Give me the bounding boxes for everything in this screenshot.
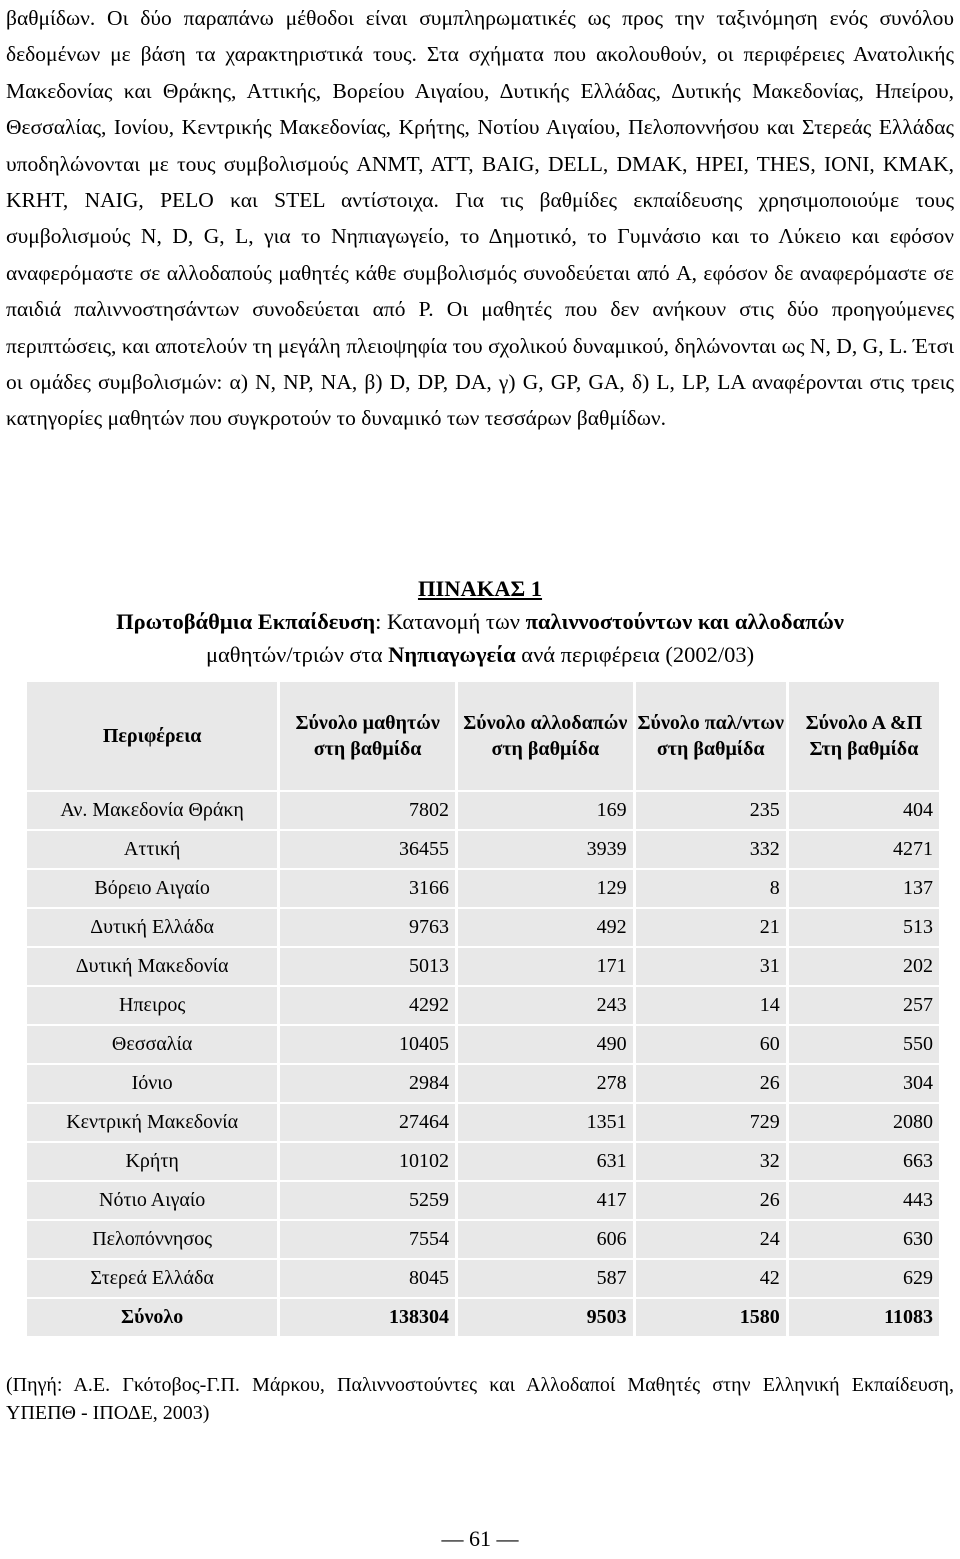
- value-cell: 404: [789, 792, 939, 829]
- body-paragraph: βαθμίδων. Οι δύο παραπάνω μέθοδοι είναι συμπληρωματικές ως προς την ταξινόμηση ενός συνόλου δεδομένων με βάση τα χαρακτηριστικά τους. Στα σχήματα που ακολουθούν, οι περιφέρειες Ανατολικής Μακεδονίας και Θράκης, Αττικής, Βορείου Αιγαίου, Δυτικής Ελλάδας, Δυτικής Μακεδονίας, Ηπείρου, Θεσσαλίας, Ιονίου, Κεντρικής Μακεδονίας, Κρήτης, Νοτίου Αιγαίου, Πελοποννήσου και Στερεάς Ελλάδας υποδηλώνονται με τους συμβολισμούς ANMT, ATT, BAIG, DELL, DMAK, HPEI, THES, IONI, KMAK, KRHT, NAIG, PELO και STEL αντίστοιχα. Για τις βαθμίδες εκπαίδευσης χρησιμοποιούμε τους συμβολισμούς N, D, G, L, για το Νηπιαγωγείο, το Δημοτικό, το Γυμνάσιο και το Λύκειο και εφόσον αναφερόμαστε σε αλλοδαπούς μαθητές κάθε συμβολισμός συνοδεύεται από A, εφόσον δε αναφερόμαστε σε παιδιά παλιννοστησάντων συνοδεύεται από P. Οι μαθητές που δεν ανήκουν στις δύο προηγούμενες περιπτώσεις, και αποτελούν τη μεγάλη πλειοψηφία του σχολικού δυναμικού, δηλώνονται ως N, D, G, L. Έτσι οι ομάδες συμβολισμών: α) N, NP, NA, β) D, DP, DA, γ) G, GP, GA, δ) L, LP, LA αναφέρονται στις τρεις κατηγορίες μαθητών που συγκροτούν το δυναμικό των τεσσάρων βαθμίδων.: [6, 6, 954, 431]
- table-header-row: [27, 682, 939, 790]
- value-cell: 27464: [280, 1104, 455, 1141]
- value-cell: 278: [458, 1065, 633, 1102]
- table-caption-line-2: [0, 639, 960, 671]
- region-cell: Αν. Μακεδονία Θράκη: [27, 792, 277, 829]
- region-cell: Σύνολο: [27, 1299, 277, 1336]
- value-cell: 513: [789, 909, 939, 946]
- table-row: [27, 1182, 939, 1219]
- header-total-repatriated: Σύνολο παλ/ντων στη βαθμίδα: [636, 682, 786, 790]
- value-cell: 7802: [280, 792, 455, 829]
- value-cell: 417: [458, 1182, 633, 1219]
- region-cell: Αττική: [27, 831, 277, 868]
- value-cell: 171: [458, 948, 633, 985]
- table-title: ΠΙΝΑΚΑΣ 1: [417, 576, 543, 601]
- value-cell: 490: [458, 1026, 633, 1063]
- table-row: [27, 870, 939, 907]
- table-row: [27, 909, 939, 946]
- value-cell: 8045: [280, 1260, 455, 1297]
- value-cell: 42: [636, 1260, 786, 1297]
- value-cell: 9503: [458, 1299, 633, 1336]
- value-cell: 32: [636, 1143, 786, 1180]
- header-total-fr: Σύνολο Α &Π Στη βαθμίδα: [789, 682, 939, 790]
- value-cell: 3939: [458, 831, 633, 868]
- source-note: (Πηγή: Α.Ε. Γκότοβος-Γ.Π. Μάρκου, Παλιννοστούντες και Αλλοδαποί Μαθητές στην Ελληνική Εκπαίδευση, ΥΠΕΠΘ - ΙΠΟΔΕ, 2003): [6, 1374, 954, 1424]
- value-cell: 550: [789, 1026, 939, 1063]
- value-cell: 1580: [636, 1299, 786, 1336]
- page-number: — 61 —: [441, 1526, 519, 1551]
- value-cell: 304: [789, 1065, 939, 1102]
- value-cell: 631: [458, 1143, 633, 1180]
- value-cell: 1351: [458, 1104, 633, 1141]
- value-cell: 26: [636, 1065, 786, 1102]
- region-cell: Ηπειρος: [27, 987, 277, 1024]
- region-cell: Δυτική Ελλάδα: [27, 909, 277, 946]
- value-cell: 14: [636, 987, 786, 1024]
- header-total-foreign: Σύνολο αλλοδαπών στη βαθμίδα: [458, 682, 633, 790]
- region-cell: Πελοπόννησος: [27, 1221, 277, 1258]
- table-total-row: [27, 1299, 939, 1336]
- value-cell: 202: [789, 948, 939, 985]
- table-row: [27, 1065, 939, 1102]
- table-caption-line-1: [0, 606, 960, 638]
- value-cell: 60: [636, 1026, 786, 1063]
- value-cell: 5259: [280, 1182, 455, 1219]
- region-cell: Κρήτη: [27, 1143, 277, 1180]
- table-row: [27, 831, 939, 868]
- value-cell: 129: [458, 870, 633, 907]
- table-row: [27, 948, 939, 985]
- value-cell: 2984: [280, 1065, 455, 1102]
- caption-students: μαθητών/τριών στα: [205, 642, 389, 667]
- header-total-students: Σύνολο μαθητών στη βαθμίδα: [280, 682, 455, 790]
- value-cell: 4292: [280, 987, 455, 1024]
- value-cell: 10102: [280, 1143, 455, 1180]
- table-row: [27, 1221, 939, 1258]
- value-cell: 2080: [789, 1104, 939, 1141]
- value-cell: 21: [636, 909, 786, 946]
- value-cell: 243: [458, 987, 633, 1024]
- value-cell: 8: [636, 870, 786, 907]
- value-cell: 11083: [789, 1299, 939, 1336]
- caption-level: Πρωτοβάθμια Εκπαίδευση: [116, 609, 376, 634]
- caption-period: ανά περιφέρεια (2002/03): [515, 642, 755, 667]
- value-cell: 443: [789, 1182, 939, 1219]
- value-cell: 630: [789, 1221, 939, 1258]
- table-row: [27, 1143, 939, 1180]
- value-cell: 31: [636, 948, 786, 985]
- region-cell: Κεντρική Μακεδονία: [27, 1104, 277, 1141]
- caption-groups: παλιννοστούντων και αλλοδαπών: [525, 609, 844, 634]
- value-cell: 492: [458, 909, 633, 946]
- region-cell: Θεσσαλία: [27, 1026, 277, 1063]
- table-row: [27, 987, 939, 1024]
- value-cell: 729: [636, 1104, 786, 1141]
- data-table: [24, 680, 942, 1338]
- value-cell: 26: [636, 1182, 786, 1219]
- value-cell: 138304: [280, 1299, 455, 1336]
- value-cell: 169: [458, 792, 633, 829]
- table-row: [27, 1104, 939, 1141]
- region-cell: Ιόνιο: [27, 1065, 277, 1102]
- value-cell: 9763: [280, 909, 455, 946]
- value-cell: 10405: [280, 1026, 455, 1063]
- value-cell: 36455: [280, 831, 455, 868]
- value-cell: 332: [636, 831, 786, 868]
- region-cell: Στερεά Ελλάδα: [27, 1260, 277, 1297]
- value-cell: 587: [458, 1260, 633, 1297]
- header-region: Περιφέρεια: [27, 682, 277, 790]
- table-row: [27, 792, 939, 829]
- region-cell: Δυτική Μακεδονία: [27, 948, 277, 985]
- value-cell: 663: [789, 1143, 939, 1180]
- region-cell: Νότιο Αιγαίο: [27, 1182, 277, 1219]
- value-cell: 257: [789, 987, 939, 1024]
- value-cell: 629: [789, 1260, 939, 1297]
- value-cell: 4271: [789, 831, 939, 868]
- value-cell: 606: [458, 1221, 633, 1258]
- value-cell: 3166: [280, 870, 455, 907]
- table-row: [27, 1026, 939, 1063]
- table-body: [27, 792, 939, 1336]
- region-cell: Βόρειο Αιγαίο: [27, 870, 277, 907]
- value-cell: 7554: [280, 1221, 455, 1258]
- value-cell: 24: [636, 1221, 786, 1258]
- value-cell: 5013: [280, 948, 455, 985]
- table-row: [27, 1260, 939, 1297]
- caption-text: : Κατανομή των: [375, 609, 526, 634]
- value-cell: 137: [789, 870, 939, 907]
- caption-school-type: Νηπιαγωγεία: [388, 642, 516, 667]
- value-cell: 235: [636, 792, 786, 829]
